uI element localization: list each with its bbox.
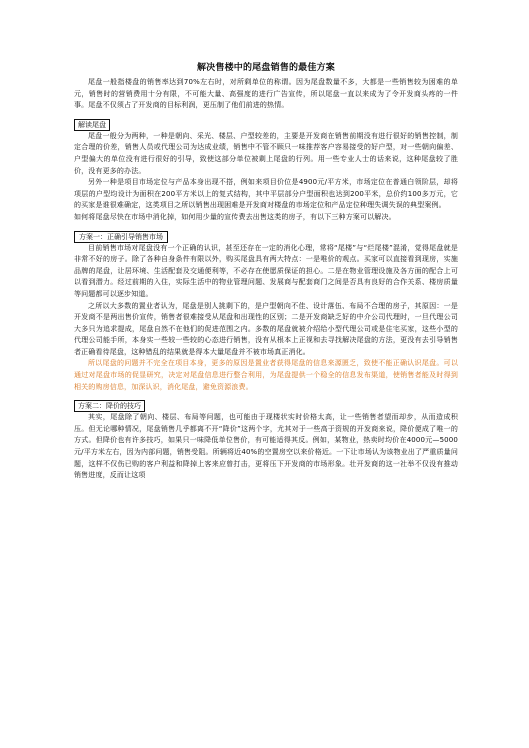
- plan1-heading: 方案一：正确引导销售市场: [74, 231, 168, 243]
- section-heading-jiedu: 解读尾盘: [74, 119, 110, 131]
- plan2-paragraph-1: 其实，尾盘除了朝向、楼层、布局等问题，也可能由于现楼状实时价格太高，让一些销售者望而却步，从而造成积压。但无论哪种情况，尾盘销售几乎都离不开“降价”这两个字，尤其对于一些高于资规的开发商来说，降价便成了唯一的方式。但降价也有许多技巧，如果只一味降低单位售价，有可能适得其反。例如，某物业，热卖时均价在4000元—5000元/平方米左右，因为内部问题，销售受阻。所辆将近40%的空置房空以来价格近。一下让市场认为该物业出了严重质量问题，这样不仅伤已购的客户利益和降掉上客来应曾打击，更将压下开发商的市场形象。壮开发商的这一社举不仅没有推动销售进度，反而让这项: [74, 413, 458, 480]
- plan2-heading: 方案二：降价的技巧: [74, 400, 145, 412]
- section1-paragraph-3: 如何将尾盘尽快在市场中消化掉，如何用少量的宣传费去出售这类的房子，有以下三种方案可以解决。: [74, 212, 396, 221]
- document-title: 解决售楼中的尾盘销售的最佳方案: [196, 63, 335, 73]
- document-page: [74, 62, 458, 482]
- plan1-highlight-paragraph: 所以尾盘的问题并不完全在项目本身，更多的原因是置业者获得尾盘的信息来源匮乏，致使不能正确认识尾盘。可以通过对尾盘市场的促显研究，决定对尾盘信息进行整合利用，为尾盘提供一个稳全的信息发布渠道，使销售者能及时得到相关的购房信息，加深认识，消化尾盘，避免资源浪费。: [74, 359, 458, 391]
- plan1-paragraph-2: 之所以大多数的置业者认为，尾盘是别人挑剩下的，是户型朝向不佳、设计落伍、布局不合理的房子，其原因：一是开发商不是两出售价宣传，销售者很难接受从尾盘和出现性的区别；二是开发商缺乏好的中介公司代理时，一旦代理公司大多只为追求提成，尾盘自然不在他们的促进范围之内。多数的尾盘就被介绍给小型代理公司或是住宅买家，这些小型的代理公司能手所，本身实一些较一些较的心态进行销售，没有从根本上正视和去寻找解决尾盘的方法，更没有去引导销售者正确看待尾盘，这种错乱的结果就是得本大量尾盘并不被市场真正消化。: [74, 301, 458, 356]
- plan1-paragraph-1: 目前销售市场对尾盘没有一个正确的认识，甚至还存在一定的消化心理，常将“尾楼”与“烂尾楼”混淆，觉得尾盘就是非常不好的房子。除了各种自身条件有限以外，购买尾盘具有两大特点：一是唯价的观点。买家可以直接看到现房，实施品牌的尾盘，让居环境、生活配套及交通便利等，不必存在使愿质保证的担心。二是在物业管理设施及各方面的配合上可以看到潜力。经过前期的入住，实际生活中的物业管理问题、发展商与配套商门之间是否具有良好的合作关系、楼房质量等问题都可以逐步知道。: [74, 243, 458, 298]
- section1-paragraph-2: 另外一种是项目市场定位与产品本身出现不搭，例如来项目价位是4900元/平方米，市场定位在普通白领阶层，却将项层的户型均设计为面积在200平方米以上的复式结构，其中平层部分户型面积也达到200平米，总价约100多万元，它的买家是谁很难确定，这类项目之所以销售出现困难是开发商对楼盘的市场定位和产品定位种理失调失误的典型案例。: [74, 178, 458, 210]
- intro-paragraph: 尾盘一般指楼盘的销售率达到70%左右时，对所剩单位的称谓。因为尾盘数量不多，大都是一些销售较为困难的单元，销售时的营销费用十分有限，不可能大量、高强度的进行广告宣传，所以尾盘一直以来成为了令开发商头疼的一件事。尾盘不仅须占了开发商的目标利润，更压制了他们前进的热情。: [74, 78, 458, 110]
- section1-paragraph-1: 尾盘一般分为两种，一种是朝向、采光、楼层、户型较差的，主要是开发商在销售前期没有进行很好的销售控制，制定合理的价差，销售人员或代理公司为达成业绩，销售中不管不顾只一味推荐客户容易接受的好户型，对一些朝向偏差、户型偏大的单位没有进行很好的引导，致使这部分单位被剩上尾盘的行列。用一些专业人士的话来说，这种尾盘较了胜价，没有更多的办法。: [74, 131, 458, 175]
